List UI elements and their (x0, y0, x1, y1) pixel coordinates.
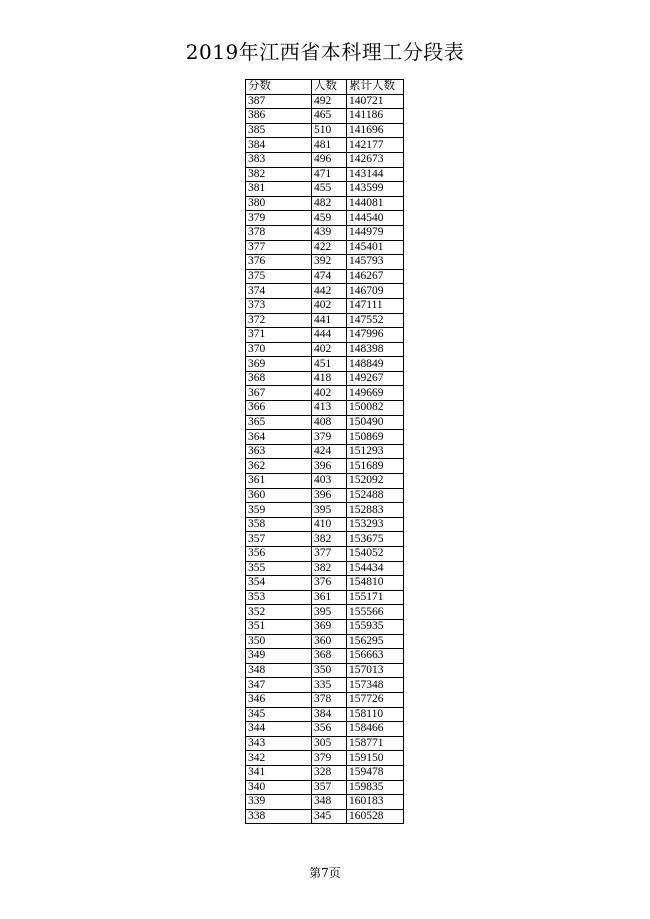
count-cell: 361 (312, 590, 347, 605)
count-cell: 379 (312, 430, 347, 445)
score-cell: 383 (246, 152, 312, 167)
score-cell: 366 (246, 401, 312, 416)
cumulative-cell: 141696 (347, 123, 404, 138)
table-row (246, 634, 404, 649)
count-cell: 403 (312, 474, 347, 489)
table-row (246, 517, 404, 532)
count-cell: 356 (312, 722, 347, 737)
cumulative-cell: 156663 (347, 649, 404, 664)
score-cell: 365 (246, 415, 312, 430)
table-row (246, 123, 404, 138)
cumulative-cell: 148849 (347, 357, 404, 372)
cumulative-cell: 154810 (347, 576, 404, 591)
table-row (246, 809, 404, 824)
score-cell: 386 (246, 109, 312, 124)
table-row (246, 284, 404, 299)
count-cell: 328 (312, 765, 347, 780)
score-cell: 359 (246, 503, 312, 518)
cumulative-cell: 160183 (347, 795, 404, 810)
count-cell: 482 (312, 196, 347, 211)
table-row (246, 619, 404, 634)
count-cell: 396 (312, 459, 347, 474)
cumulative-cell: 144540 (347, 211, 404, 226)
table-row (246, 444, 404, 459)
table-row (246, 94, 404, 109)
table-row (246, 751, 404, 766)
cumulative-cell: 153293 (347, 517, 404, 532)
count-cell: 350 (312, 663, 347, 678)
table-row (246, 707, 404, 722)
count-cell: 382 (312, 532, 347, 547)
score-cell: 342 (246, 751, 312, 766)
table-row (246, 225, 404, 240)
cumulative-cell: 158110 (347, 707, 404, 722)
cumulative-cell: 157348 (347, 678, 404, 693)
table-row (246, 736, 404, 751)
score-cell: 370 (246, 342, 312, 357)
cumulative-cell: 152092 (347, 474, 404, 489)
score-cell: 372 (246, 313, 312, 328)
table-row (246, 649, 404, 664)
score-cell: 367 (246, 386, 312, 401)
cumulative-cell: 140721 (347, 94, 404, 109)
score-cell: 344 (246, 722, 312, 737)
score-cell: 376 (246, 255, 312, 270)
score-cell: 373 (246, 298, 312, 313)
count-cell: 459 (312, 211, 347, 226)
count-cell: 392 (312, 255, 347, 270)
count-cell: 402 (312, 298, 347, 313)
cumulative-cell: 155171 (347, 590, 404, 605)
table-row (246, 328, 404, 343)
count-cell: 395 (312, 605, 347, 620)
score-cell: 387 (246, 94, 312, 109)
score-cell: 380 (246, 196, 312, 211)
page-number: 第7页 (309, 866, 341, 880)
table-row (246, 298, 404, 313)
table-row (246, 269, 404, 284)
count-cell: 369 (312, 619, 347, 634)
cumulative-cell: 151293 (347, 444, 404, 459)
score-cell: 355 (246, 561, 312, 576)
count-cell: 335 (312, 678, 347, 693)
score-cell: 385 (246, 123, 312, 138)
cumulative-cell: 152883 (347, 503, 404, 518)
count-cell: 305 (312, 736, 347, 751)
count-cell: 382 (312, 561, 347, 576)
score-cell: 341 (246, 765, 312, 780)
count-cell: 368 (312, 649, 347, 664)
score-cell: 361 (246, 474, 312, 489)
cumulative-cell: 148398 (347, 342, 404, 357)
count-cell: 441 (312, 313, 347, 328)
cumulative-cell: 149669 (347, 386, 404, 401)
score-cell: 378 (246, 225, 312, 240)
score-cell: 379 (246, 211, 312, 226)
score-cell: 347 (246, 678, 312, 693)
table-row (246, 415, 404, 430)
cumulative-cell: 154052 (347, 547, 404, 562)
cumulative-cell: 145401 (347, 240, 404, 255)
table-row (246, 474, 404, 489)
cumulative-cell: 155935 (347, 619, 404, 634)
count-cell: 471 (312, 167, 347, 182)
score-cell: 371 (246, 328, 312, 343)
header-score: 分数 (246, 80, 312, 95)
count-cell: 455 (312, 182, 347, 197)
table-row (246, 196, 404, 211)
count-cell: 376 (312, 576, 347, 591)
score-cell: 349 (246, 649, 312, 664)
table-row (246, 386, 404, 401)
table-row (246, 722, 404, 737)
score-cell: 338 (246, 809, 312, 824)
count-cell: 396 (312, 488, 347, 503)
score-cell: 382 (246, 167, 312, 182)
table-row (246, 795, 404, 810)
score-cell: 377 (246, 240, 312, 255)
cumulative-cell: 144081 (347, 196, 404, 211)
count-cell: 442 (312, 284, 347, 299)
cumulative-cell: 143144 (347, 167, 404, 182)
score-cell: 384 (246, 138, 312, 153)
page-title: 2019年江西省本科理工分段表 (185, 40, 465, 64)
score-cell: 353 (246, 590, 312, 605)
cumulative-cell: 154434 (347, 561, 404, 576)
count-cell: 492 (312, 94, 347, 109)
count-cell: 439 (312, 225, 347, 240)
table-row (246, 430, 404, 445)
score-cell: 348 (246, 663, 312, 678)
score-cell: 374 (246, 284, 312, 299)
count-cell: 481 (312, 138, 347, 153)
score-cell: 339 (246, 795, 312, 810)
table-row (246, 357, 404, 372)
cumulative-cell: 150490 (347, 415, 404, 430)
table-row (246, 371, 404, 386)
table-row (246, 576, 404, 591)
table-row (246, 109, 404, 124)
score-cell: 375 (246, 269, 312, 284)
cumulative-cell: 150869 (347, 430, 404, 445)
score-cell: 351 (246, 619, 312, 634)
score-cell: 354 (246, 576, 312, 591)
score-cell: 357 (246, 532, 312, 547)
table-row (246, 138, 404, 153)
cumulative-cell: 159150 (347, 751, 404, 766)
score-cell: 345 (246, 707, 312, 722)
score-cell: 369 (246, 357, 312, 372)
cumulative-cell: 158771 (347, 736, 404, 751)
cumulative-cell: 158466 (347, 722, 404, 737)
table-row (246, 240, 404, 255)
count-cell: 510 (312, 123, 347, 138)
cumulative-cell: 159478 (347, 765, 404, 780)
score-cell: 358 (246, 517, 312, 532)
count-cell: 444 (312, 328, 347, 343)
count-cell: 410 (312, 517, 347, 532)
cumulative-cell: 141186 (347, 109, 404, 124)
table-row (246, 255, 404, 270)
cumulative-cell: 145793 (347, 255, 404, 270)
count-cell: 474 (312, 269, 347, 284)
count-cell: 377 (312, 547, 347, 562)
count-cell: 360 (312, 634, 347, 649)
cumulative-cell: 143599 (347, 182, 404, 197)
count-cell: 402 (312, 342, 347, 357)
table-row (246, 313, 404, 328)
cumulative-cell: 142177 (347, 138, 404, 153)
table-row (246, 211, 404, 226)
count-cell: 465 (312, 109, 347, 124)
table-row (246, 167, 404, 182)
table-row (246, 663, 404, 678)
count-cell: 496 (312, 152, 347, 167)
cumulative-cell: 147996 (347, 328, 404, 343)
score-cell: 346 (246, 692, 312, 707)
score-cell: 363 (246, 444, 312, 459)
count-cell: 345 (312, 809, 347, 824)
cumulative-cell: 157726 (347, 692, 404, 707)
score-distribution-table (245, 79, 404, 824)
score-cell: 381 (246, 182, 312, 197)
header-count: 人数 (312, 80, 347, 95)
score-cell: 356 (246, 547, 312, 562)
score-cell: 364 (246, 430, 312, 445)
header-cumulative: 累计人数 (347, 80, 404, 95)
score-cell: 340 (246, 780, 312, 795)
cumulative-cell: 152488 (347, 488, 404, 503)
score-cell: 368 (246, 371, 312, 386)
cumulative-cell: 144979 (347, 225, 404, 240)
table-row (246, 503, 404, 518)
cumulative-cell: 156295 (347, 634, 404, 649)
cumulative-cell: 146267 (347, 269, 404, 284)
table-row (246, 488, 404, 503)
count-cell: 408 (312, 415, 347, 430)
cumulative-cell: 142673 (347, 152, 404, 167)
count-cell: 348 (312, 795, 347, 810)
count-cell: 418 (312, 371, 347, 386)
score-cell: 360 (246, 488, 312, 503)
cumulative-cell: 147111 (347, 298, 404, 313)
cumulative-cell: 150082 (347, 401, 404, 416)
cumulative-cell: 157013 (347, 663, 404, 678)
cumulative-cell: 147552 (347, 313, 404, 328)
score-cell: 350 (246, 634, 312, 649)
table-row (246, 152, 404, 167)
cumulative-cell: 146709 (347, 284, 404, 299)
table-header-row (246, 80, 404, 95)
table-row (246, 182, 404, 197)
count-cell: 379 (312, 751, 347, 766)
count-cell: 395 (312, 503, 347, 518)
count-cell: 378 (312, 692, 347, 707)
table-row (246, 401, 404, 416)
table-row (246, 459, 404, 474)
cumulative-cell: 151689 (347, 459, 404, 474)
count-cell: 422 (312, 240, 347, 255)
cumulative-cell: 153675 (347, 532, 404, 547)
table-row (246, 692, 404, 707)
table-row (246, 765, 404, 780)
table-row (246, 590, 404, 605)
count-cell: 451 (312, 357, 347, 372)
count-cell: 413 (312, 401, 347, 416)
table-row (246, 342, 404, 357)
count-cell: 357 (312, 780, 347, 795)
cumulative-cell: 155566 (347, 605, 404, 620)
count-cell: 424 (312, 444, 347, 459)
count-cell: 384 (312, 707, 347, 722)
cumulative-cell: 160528 (347, 809, 404, 824)
count-cell: 402 (312, 386, 347, 401)
cumulative-cell: 159835 (347, 780, 404, 795)
table-row (246, 547, 404, 562)
score-cell: 343 (246, 736, 312, 751)
score-cell: 362 (246, 459, 312, 474)
table-row (246, 532, 404, 547)
table-row (246, 678, 404, 693)
score-cell: 352 (246, 605, 312, 620)
cumulative-cell: 149267 (347, 371, 404, 386)
table-row (246, 561, 404, 576)
table-row (246, 780, 404, 795)
table-row (246, 605, 404, 620)
